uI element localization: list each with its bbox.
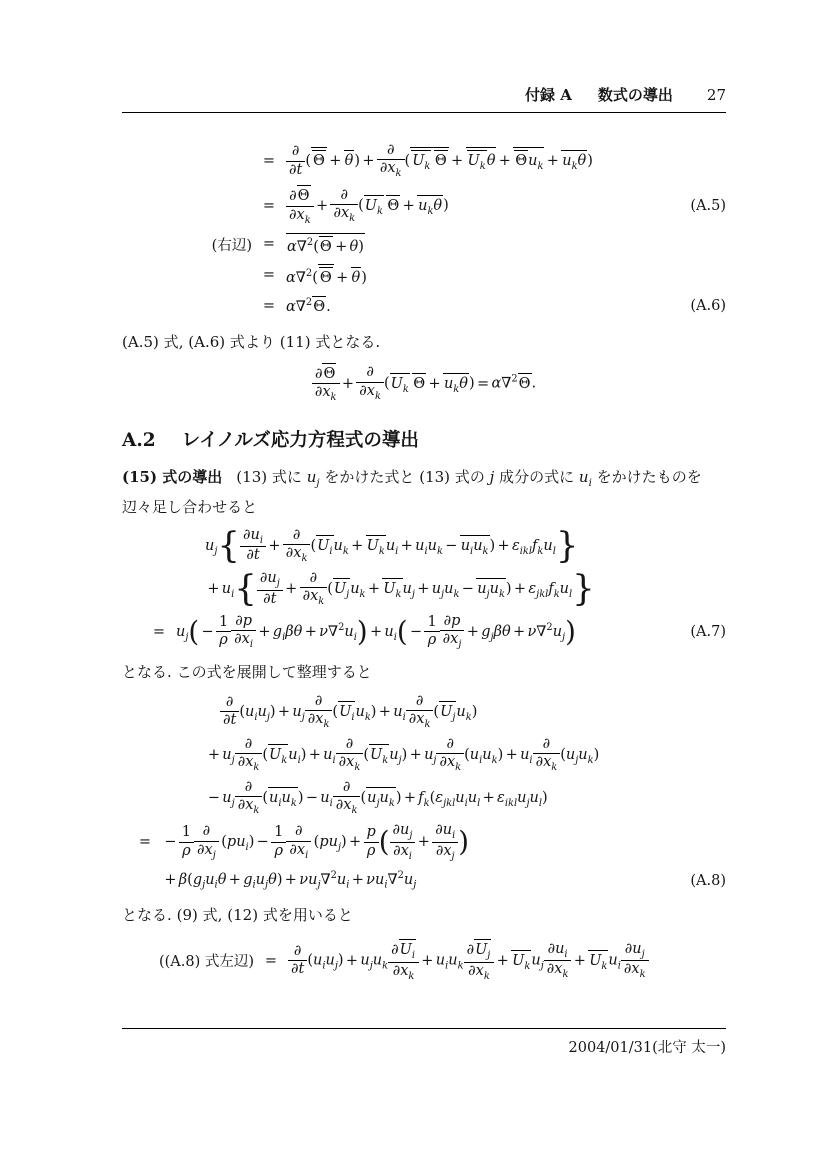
equation-relation: = — [264, 952, 278, 969]
equation-relation: = — [262, 267, 276, 284]
paragraph-expand: となる. この式を展開して整理すると — [122, 663, 372, 682]
equation-math: + $u_j$ ∂ $\partial x_k$ $(U_ku_i) + u_i$ ∂ $\partial x_k$ $(U_ku_j) + u_j$ ∂ $\partial x_k$ $(u_iu_k) + u_i$ ∂ $\partial x_k$ $(u_ju_k)$ — [207, 735, 600, 774]
equation-tag: (A.5) — [690, 197, 726, 214]
footer-credit: 2004/01/31(北守 太一) — [568, 1040, 726, 1056]
equation-math: α∇$^2$Θ. — [286, 297, 331, 316]
equation-math: $\frac{\partial\Theta}{\partial x_k}$ + ∂ $\partial x_k$ ($U_k$ $\Theta + u_k\theta$) — [286, 185, 449, 226]
equation-relation: = — [262, 153, 276, 170]
equation-relation: = — [262, 298, 276, 315]
equation-math: α∇$^2$(Θ + θ) — [286, 233, 365, 256]
equation-math: − $\frac{1}{\rho}$ ∂ $\partial x_j$ $(pu_i)$ − $\frac{1}{\rho}$ ∂ $\partial x_i$ $(pu_j)$ + $\frac{p}{\rho}$ ( $\frac{\partial u_j}{\partial x_i}$ + $\frac{\partial u_i}{\partial x_j}$ ) — [164, 822, 469, 862]
equation-block-11 — [122, 363, 726, 404]
derivation-15-text: (13) 式に $u_j$ をかけた式と (13) 式の j 成分の式に $u_i$ をかけたものを辺々足し合わせると — [122, 468, 702, 516]
equation-line — [122, 779, 726, 817]
equation-line — [122, 231, 726, 257]
equation-math: α∇$^2$( Θ + θ) — [286, 264, 367, 287]
equation-line — [122, 822, 726, 862]
equation-block-a8 — [122, 693, 726, 894]
equation-tag: (A.6) — [690, 298, 726, 315]
equation-line — [122, 363, 726, 404]
equation-line — [122, 524, 726, 566]
equation-math: $u_j${ $\frac{\partial u_i}{\partial t}$ + ∂ $\partial x_k$ $(U_iu_k + U_ku_i + u_iu_k - u_iu_k) + \varepsilon_{ikl}f_ku_l$} — [205, 524, 579, 566]
header-page-number: 27 — [706, 86, 726, 104]
equation-line — [122, 939, 726, 982]
equation-lhs-label: ((A.8) 式左辺) — [158, 954, 254, 971]
page-footer — [122, 1028, 726, 1057]
equation-relation: = — [262, 197, 276, 214]
equation-math: − $u_j$ ∂ $\partial x_k$ $(u_iu_k) - u_i$ ∂ $\partial x_k$ $(u_ju_k) + f_k(\varepsilon_{jkl}u_iu_l + \varepsilon_{ikl}u_ju_l)$ — [207, 779, 548, 817]
derivation-15-label: (15) 式の導出 — [122, 468, 223, 487]
header-appendix-label: 付録 A — [525, 86, 572, 104]
equation-math: $u_j$( − $\frac{1}{\rho}$ $\frac{\partial p}{\partial x_i}$ + $g_i\beta\theta + \nu\nabla^2u_i) + u_i$( − $\frac{1}{\rho}$ $\frac{\partial p}{\partial x_j}$ + $g_j\beta\theta + \nu\nabla^2u_j$) — [176, 612, 576, 651]
equation-math: ∂ ∂t $(u_iu_j) + u_j$ ∂ $\partial x_k$ $(U_iu_k) + u_i$ ∂ $\partial x_k$ $(U_ju_k)$ — [162, 693, 477, 731]
equation-tag: (A.7) — [690, 623, 726, 640]
equation-block-a7 — [122, 524, 726, 651]
paragraph-derivation-15 — [122, 464, 726, 522]
section-heading — [122, 426, 726, 452]
header-section-title: 数式の導出 — [597, 86, 673, 104]
equation-relation: = — [262, 236, 276, 253]
equation-math: + $u_i${ $\frac{\partial u_j}{\partial t}$ + ∂ $\partial x_k$ $(U_ju_k + U_ku_j + u_ju_k - u_ju_k) + \varepsilon_{jkl}f_ku_l$} — [207, 567, 595, 609]
equation-block-a5-a6 — [122, 142, 726, 319]
equation-line — [122, 293, 726, 319]
equation-relation: = — [152, 623, 166, 640]
equation-tag: (A.8) — [690, 872, 726, 889]
page-body — [122, 128, 726, 987]
equation-line — [122, 868, 726, 894]
equation-block-lhs-a8 — [122, 939, 726, 982]
equation-lhs-label: (右辺) — [211, 237, 252, 254]
equation-math: + $\beta(g_ju_i\theta + g_iu_j\theta) + \nu u_j\nabla^2u_i + \nu u_i\nabla^2u_j$ — [164, 870, 417, 891]
equation-line — [122, 736, 726, 774]
equation-math: ∂ ∂t ( Θ + θ) + ∂ $\partial x_k$ ( $U_k$ $\Theta + U_k\theta + \Theta u_k + u_k\theta$) — [286, 142, 593, 180]
equation-line — [122, 613, 726, 651]
equation-line — [122, 693, 726, 731]
paragraph-after-a6: (A.5) 式, (A.6) 式より (11) 式となる. — [122, 333, 381, 352]
paragraph-use-9-12: となる. (9) 式, (12) 式を用いると — [122, 905, 353, 924]
equation-line — [122, 567, 726, 609]
equation-line — [122, 262, 726, 288]
section-title: レイノルズ応力方程式の導出 — [181, 430, 419, 452]
section-number: A.2 — [122, 430, 156, 452]
equation-math: $\frac{\partial\Theta}{\partial x_k}$ + ∂ $\partial x_k$ ($U_k$ $\Theta + u_k\theta) = \alpha\nabla^2\Theta$. — [312, 363, 536, 404]
page-header — [122, 84, 726, 113]
equation-line — [122, 142, 726, 180]
equation-line — [122, 185, 726, 226]
equation-relation: = — [138, 834, 152, 851]
equation-math: ∂ ∂t $(u_iu_j) + u_ju_k$ $\frac{\partial U_i}{\partial x_k}$ + $u_iu_k$ $\frac{\partial U_j}{\partial x_k}$ + $U_ku_j$ $\frac{\partial u_i}{\partial x_k}$ + $U_ku_i$ $\frac{\partial u_j}{\partial x_k}$ — [288, 939, 649, 982]
